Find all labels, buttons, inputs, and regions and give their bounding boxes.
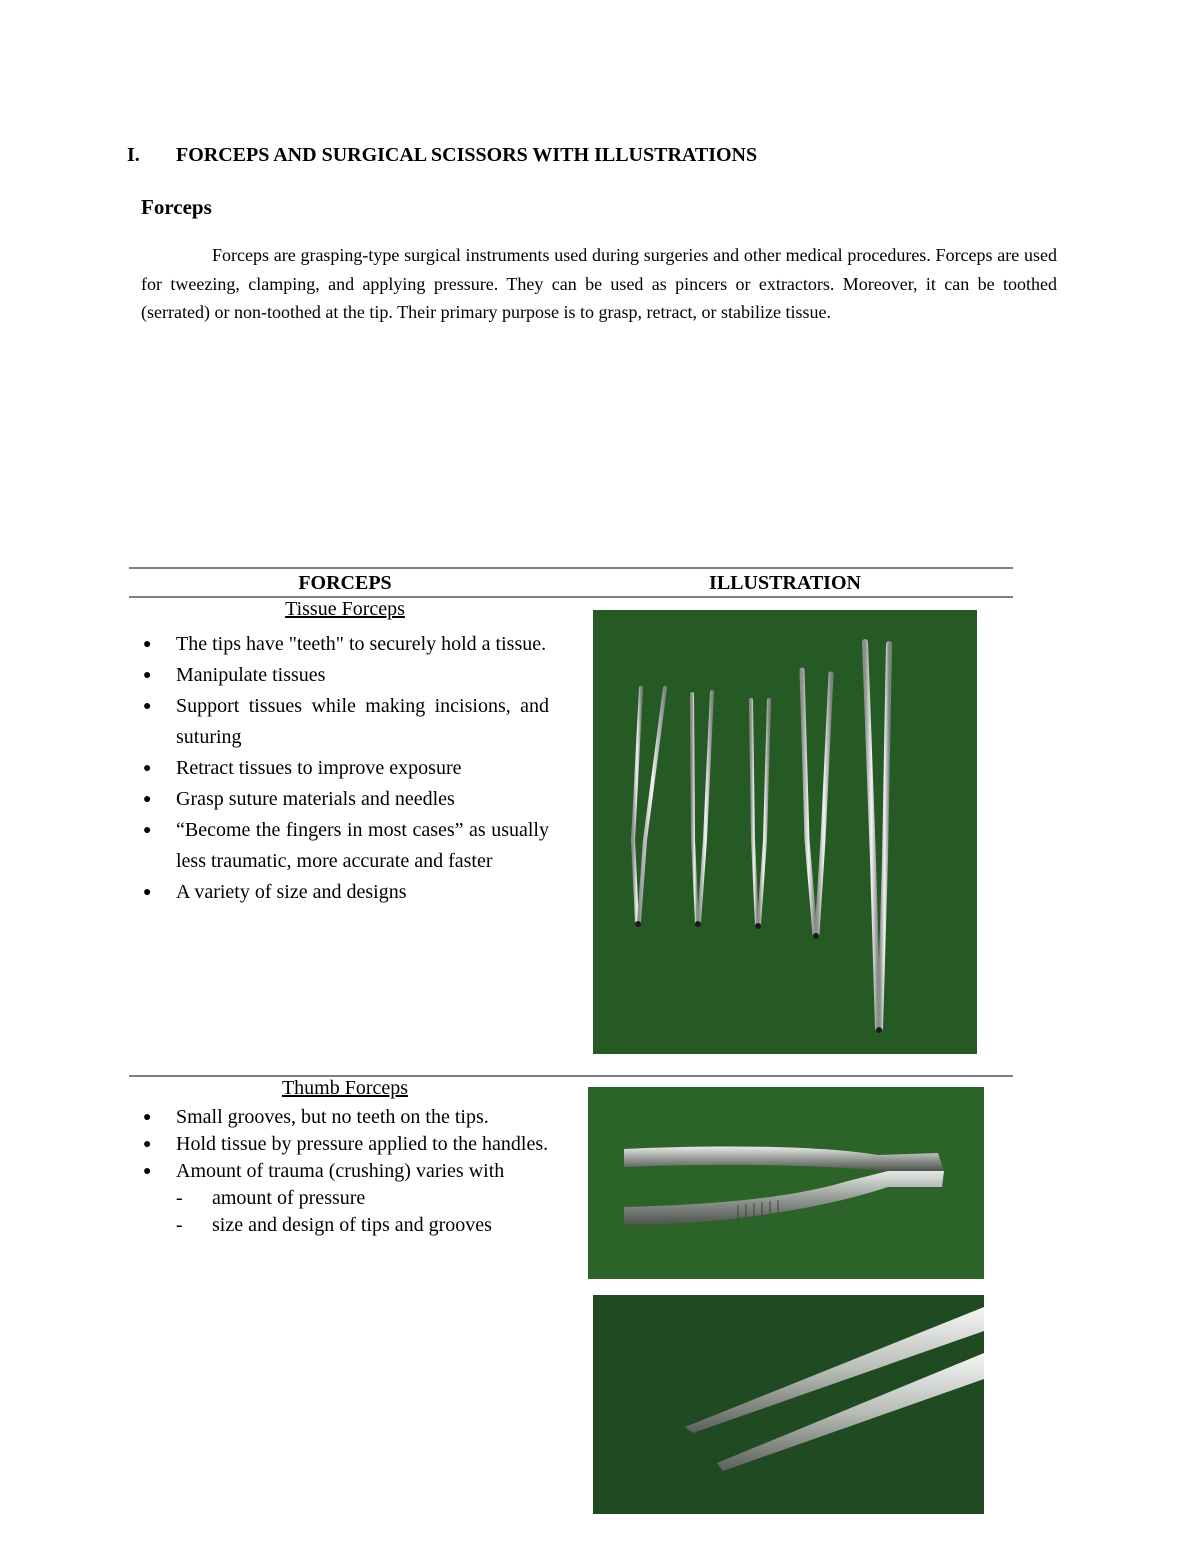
thumb-forceps-list <box>141 1104 549 1239</box>
tissue-forceps-title: Tissue Forceps <box>285 598 405 620</box>
thumb-forceps-title: Thumb Forceps <box>281 1077 409 1099</box>
bullet-dot-icon: ● <box>143 761 152 776</box>
bullet-dot-icon: ● <box>143 1137 152 1152</box>
sub-list-item: - amount of pressure <box>176 1185 549 1212</box>
intro-paragraph: Forceps are grasping-type surgical instruments used during surgeries and other medical procedures. Forceps are used for tweezing, clamping, and applying pressure. They can be used as pincers or extractors. Moreover, it can be toothed (serrated) or non-toothed at the tip. Their primary purpose is to grasp, retract, or stabilize tissue. <box>141 245 1057 322</box>
thumb-forceps-photo <box>588 1087 984 1279</box>
tissue-forceps-illustration <box>593 610 977 1054</box>
section-title: FORCEPS AND SURGICAL SCISSORS WITH ILLUSTRATIONS <box>176 144 758 166</box>
col-header-illustration: ILLUSTRATION <box>709 572 861 594</box>
list-item: ● Hold tissue by pressure applied to the handles. <box>141 1131 549 1158</box>
list-item: ● Small grooves, but no teeth on the tips. <box>141 1104 549 1131</box>
thumb-forceps-illustration <box>588 1087 984 1279</box>
forceps-tips-illustration <box>593 1295 984 1514</box>
forceps-tips-photo <box>593 1295 984 1514</box>
list-item: ● Support tissues while making incisions, and suturing <box>141 691 549 753</box>
list-item: ● Retract tissues to improve exposure <box>141 753 549 784</box>
subheading: Forceps <box>141 195 212 219</box>
bullet-dot-icon: ● <box>143 699 152 714</box>
list-item: ● “Become the fingers in most cases” as usually less traumatic, more accurate and faster <box>141 815 549 877</box>
tissue-forceps-list <box>141 629 549 908</box>
section-heading <box>127 144 757 167</box>
dash-icon: - <box>176 1214 183 1236</box>
bullet-dot-icon: ● <box>143 1164 152 1179</box>
bullet-dot-icon: ● <box>143 792 152 807</box>
list-item: ● Manipulate tissues <box>141 660 549 691</box>
list-item: ● The tips have "teeth" to securely hold a tissue. <box>141 629 549 660</box>
bullet-dot-icon: ● <box>143 637 152 652</box>
table-top-rule <box>129 567 1013 569</box>
list-item: ● Grasp suture materials and needles <box>141 784 549 815</box>
tissue-forceps-photo <box>593 610 977 1054</box>
dash-icon: - <box>176 1187 183 1209</box>
sub-list-item: - size and design of tips and grooves <box>176 1212 549 1239</box>
list-item: ● A variety of size and designs <box>141 877 549 908</box>
trauma-sub-list <box>176 1185 549 1239</box>
bullet-dot-icon: ● <box>143 885 152 900</box>
bullet-dot-icon: ● <box>143 668 152 683</box>
bullet-dot-icon: ● <box>143 1110 152 1125</box>
section-number: I. <box>127 144 140 166</box>
col-header-forceps: FORCEPS <box>298 572 392 594</box>
bullet-dot-icon: ● <box>143 823 152 838</box>
list-item: ● Amount of trauma (crushing) varies with - amount of pressure - size and design of tips and grooves <box>141 1158 549 1239</box>
